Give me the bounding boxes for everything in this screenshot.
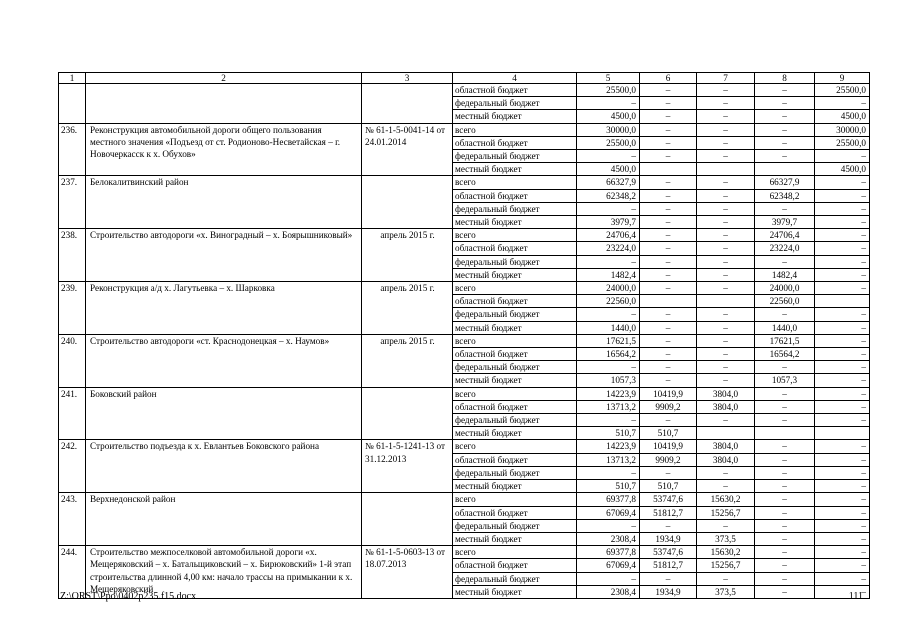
amount-cell: 14223,9 [577, 387, 640, 400]
amount-cell: – [697, 282, 755, 295]
amount-cell [815, 427, 870, 440]
amount-cell: – [815, 97, 870, 110]
amount-cell: – [815, 282, 870, 295]
object-name: Верхнедонской район [86, 493, 362, 546]
amount-cell: – [697, 216, 755, 229]
amount-cell: 62348,2 [577, 189, 640, 202]
amount-cell: – [640, 374, 697, 387]
budget-source: федеральный бюджет [453, 97, 577, 110]
amount-cell: 510,7 [577, 427, 640, 440]
project-document [362, 493, 453, 546]
amount-cell: 24706,4 [755, 229, 815, 242]
amount-cell: 22560,0 [577, 295, 640, 308]
budget-source: федеральный бюджет [453, 414, 577, 427]
amount-cell: – [697, 519, 755, 532]
amount-cell: – [755, 150, 815, 163]
amount-cell: – [697, 466, 755, 479]
amount-cell: – [640, 123, 697, 136]
amount-cell: – [755, 308, 815, 321]
budget-source: федеральный бюджет [453, 255, 577, 268]
amount-cell: 13713,2 [577, 400, 640, 413]
budget-source: местный бюджет [453, 480, 577, 493]
budget-source: областной бюджет [453, 559, 577, 572]
amount-cell: – [697, 242, 755, 255]
budget-source: федеральный бюджет [453, 466, 577, 479]
amount-cell: 1440,0 [755, 321, 815, 334]
col-header-4: 4 [453, 73, 577, 84]
budget-source: областной бюджет [453, 295, 577, 308]
budget-source: местный бюджет [453, 374, 577, 387]
budget-source: местный бюджет [453, 532, 577, 545]
budget-source: федеральный бюджет [453, 202, 577, 215]
amount-cell: – [697, 97, 755, 110]
amount-cell: 4500,0 [815, 163, 870, 176]
amount-cell: 25500,0 [815, 84, 870, 97]
amount-cell: – [755, 110, 815, 123]
amount-cell: – [640, 308, 697, 321]
col-header-6: 6 [640, 73, 697, 84]
amount-cell: – [577, 466, 640, 479]
amount-cell: – [577, 150, 640, 163]
amount-cell: – [755, 361, 815, 374]
amount-cell: – [815, 348, 870, 361]
amount-cell: – [755, 255, 815, 268]
amount-cell: – [640, 150, 697, 163]
document-page [58, 72, 869, 599]
amount-cell: – [815, 493, 870, 506]
amount-cell: – [755, 532, 815, 545]
amount-cell: – [697, 136, 755, 149]
amount-cell: – [697, 202, 755, 215]
budget-source: всего [453, 229, 577, 242]
amount-cell: – [755, 136, 815, 149]
amount-cell: – [815, 255, 870, 268]
row-number: 244. [59, 546, 86, 599]
amount-cell: – [640, 110, 697, 123]
amount-cell: – [755, 519, 815, 532]
row-number: 240. [59, 334, 86, 387]
row-number: 242. [59, 440, 86, 493]
amount-cell: – [697, 334, 755, 347]
amount-cell: – [815, 334, 870, 347]
amount-cell: – [640, 242, 697, 255]
amount-cell: – [697, 110, 755, 123]
amount-cell: – [755, 480, 815, 493]
amount-cell: – [640, 229, 697, 242]
table-row [59, 123, 870, 136]
row-number: 243. [59, 493, 86, 546]
object-name: Строительство подъезда к х. Евлантьев Боковского района [86, 440, 362, 493]
budget-source: федеральный бюджет [453, 361, 577, 374]
amount-cell: – [755, 466, 815, 479]
amount-cell: – [577, 519, 640, 532]
table-row [59, 546, 870, 559]
col-header-5: 5 [577, 73, 640, 84]
amount-cell: 2308,4 [577, 585, 640, 598]
amount-cell: 1934,9 [640, 585, 697, 598]
budget-source: областной бюджет [453, 242, 577, 255]
amount-cell: 10419,9 [640, 440, 697, 453]
amount-cell: 66327,9 [755, 176, 815, 189]
amount-cell: 51812,7 [640, 559, 697, 572]
budget-source: всего [453, 282, 577, 295]
amount-cell: – [815, 585, 870, 598]
budget-source: областной бюджет [453, 506, 577, 519]
budget-source: всего [453, 440, 577, 453]
amount-cell: – [755, 506, 815, 519]
amount-cell: – [815, 374, 870, 387]
page-number: 111 [848, 591, 863, 602]
amount-cell: 24000,0 [755, 282, 815, 295]
amount-cell: – [755, 202, 815, 215]
amount-cell: 16564,2 [577, 348, 640, 361]
amount-cell: – [815, 361, 870, 374]
budget-source: всего [453, 493, 577, 506]
amount-cell: 69377,8 [577, 546, 640, 559]
project-document: апрель 2015 г. [362, 229, 453, 282]
amount-cell: – [577, 97, 640, 110]
amount-cell: 24000,0 [577, 282, 640, 295]
budget-source: областной бюджет [453, 189, 577, 202]
amount-cell: – [815, 242, 870, 255]
amount-cell: – [697, 321, 755, 334]
amount-cell: – [815, 506, 870, 519]
amount-cell: – [755, 585, 815, 598]
amount-cell: 14223,9 [577, 440, 640, 453]
col-header-9: 9 [815, 73, 870, 84]
amount-cell: – [755, 546, 815, 559]
amount-cell: 22560,0 [755, 295, 815, 308]
amount-cell: – [755, 559, 815, 572]
amount-cell: 53747,6 [640, 493, 697, 506]
object-name: Строительство межпоселковой автомобильной дороги «х. Мещеряковский – х. Батальщиковский – х. Бирюковский» 1-й этап строительства длинной 4,00 км: начало трассы на примыкании к х. Мещеряковский [86, 546, 362, 599]
project-document: № 61-1-5-0041-14 от 24.01.2014 [362, 123, 453, 176]
table-body [59, 84, 870, 599]
amount-cell: – [755, 387, 815, 400]
project-document [362, 84, 453, 124]
amount-cell: 1057,3 [577, 374, 640, 387]
col-header-3: 3 [362, 73, 453, 84]
amount-cell: 3804,0 [697, 400, 755, 413]
amount-cell: – [640, 255, 697, 268]
amount-cell: – [815, 519, 870, 532]
budget-source: местный бюджет [453, 321, 577, 334]
col-header-8: 8 [755, 73, 815, 84]
amount-cell: – [697, 176, 755, 189]
amount-cell: 3979,7 [755, 216, 815, 229]
project-document: № 61-1-5-0603-13 от 18.07.2013 [362, 546, 453, 599]
amount-cell: 15256,7 [697, 559, 755, 572]
object-name: Белокалитвинский район [86, 176, 362, 229]
amount-cell: 30000,0 [577, 123, 640, 136]
budget-source: федеральный бюджет [453, 150, 577, 163]
amount-cell: 3804,0 [697, 453, 755, 466]
amount-cell: – [697, 150, 755, 163]
budget-source: федеральный бюджет [453, 519, 577, 532]
budget-source: всего [453, 546, 577, 559]
amount-cell [640, 295, 697, 308]
amount-cell: 4500,0 [815, 110, 870, 123]
amount-cell: 4500,0 [577, 110, 640, 123]
row-number: 237. [59, 176, 86, 229]
budget-source: всего [453, 387, 577, 400]
amount-cell: – [697, 480, 755, 493]
amount-cell: – [755, 400, 815, 413]
table-row [59, 84, 870, 97]
amount-cell: – [815, 480, 870, 493]
amount-cell: 24706,4 [577, 229, 640, 242]
amount-cell: 1934,9 [640, 532, 697, 545]
file-path: Z:\ORST\Ppo\0402p235.f15.docx [60, 591, 197, 602]
amount-cell: – [815, 202, 870, 215]
row-number: 236. [59, 123, 86, 176]
amount-cell: – [577, 414, 640, 427]
budget-source: областной бюджет [453, 136, 577, 149]
amount-cell: 53747,6 [640, 546, 697, 559]
amount-cell: – [697, 572, 755, 585]
object-name [86, 84, 362, 124]
project-document [362, 176, 453, 229]
budget-source: местный бюджет [453, 585, 577, 598]
amount-cell: – [815, 414, 870, 427]
col-header-2: 2 [86, 73, 362, 84]
amount-cell: – [815, 440, 870, 453]
amount-cell: – [640, 97, 697, 110]
amount-cell: – [697, 189, 755, 202]
amount-cell: – [640, 202, 697, 215]
amount-cell: 373,5 [697, 585, 755, 598]
amount-cell: 1482,4 [577, 268, 640, 281]
amount-cell: – [640, 84, 697, 97]
amount-cell: 15256,7 [697, 506, 755, 519]
amount-cell: 3979,7 [577, 216, 640, 229]
amount-cell: 25500,0 [577, 136, 640, 149]
budget-source: всего [453, 334, 577, 347]
amount-cell: – [577, 202, 640, 215]
row-number [59, 84, 86, 124]
budget-table [58, 72, 870, 599]
amount-cell: – [697, 268, 755, 281]
table-row [59, 387, 870, 400]
amount-cell: – [577, 255, 640, 268]
amount-cell [697, 427, 755, 440]
amount-cell [755, 427, 815, 440]
budget-source: областной бюджет [453, 348, 577, 361]
budget-source: местный бюджет [453, 216, 577, 229]
amount-cell: – [755, 414, 815, 427]
amount-cell: 25500,0 [577, 84, 640, 97]
amount-cell: – [697, 308, 755, 321]
amount-cell: – [815, 229, 870, 242]
amount-cell: – [815, 150, 870, 163]
amount-cell: 13713,2 [577, 453, 640, 466]
amount-cell: – [755, 572, 815, 585]
amount-cell: – [697, 414, 755, 427]
budget-source: местный бюджет [453, 110, 577, 123]
amount-cell: 9909,2 [640, 400, 697, 413]
amount-cell: – [755, 440, 815, 453]
table-row [59, 229, 870, 242]
amount-cell: – [640, 519, 697, 532]
budget-source: всего [453, 123, 577, 136]
col-header-1: 1 [59, 73, 86, 84]
amount-cell: 1057,3 [755, 374, 815, 387]
amount-cell: – [697, 374, 755, 387]
budget-source: областной бюджет [453, 400, 577, 413]
amount-cell: 15630,2 [697, 493, 755, 506]
amount-cell: – [577, 308, 640, 321]
amount-cell: – [755, 84, 815, 97]
amount-cell [697, 295, 755, 308]
amount-cell: 3804,0 [697, 387, 755, 400]
amount-cell: – [815, 176, 870, 189]
amount-cell: 15630,2 [697, 546, 755, 559]
amount-cell: 67069,4 [577, 559, 640, 572]
budget-source: местный бюджет [453, 163, 577, 176]
object-name: Реконструкция автомобильной дороги общего пользования местного значения «Подъезд от ст. Родионово-Несветайская – г. Новочеркасск к х. Обухов» [86, 123, 362, 176]
budget-source: федеральный бюджет [453, 572, 577, 585]
amount-cell: – [640, 189, 697, 202]
table-row [59, 493, 870, 506]
amount-cell: – [640, 572, 697, 585]
amount-cell: – [577, 361, 640, 374]
amount-cell: – [815, 559, 870, 572]
amount-cell: 30000,0 [815, 123, 870, 136]
amount-cell: – [815, 216, 870, 229]
amount-cell: – [697, 123, 755, 136]
amount-cell: – [755, 453, 815, 466]
project-document: апрель 2015 г. [362, 282, 453, 335]
object-name: Строительство автодороги «ст. Краснодонецкая – х. Наумов» [86, 334, 362, 387]
row-number: 238. [59, 229, 86, 282]
amount-cell: – [697, 361, 755, 374]
amount-cell: 510,7 [640, 480, 697, 493]
budget-source: федеральный бюджет [453, 308, 577, 321]
amount-cell: – [697, 229, 755, 242]
col-header-7: 7 [697, 73, 755, 84]
amount-cell: – [755, 123, 815, 136]
amount-cell: – [815, 268, 870, 281]
amount-cell: – [640, 466, 697, 479]
amount-cell: – [815, 466, 870, 479]
object-name: Реконструкция а/д х. Лагутьевка – х. Шарковка [86, 282, 362, 335]
amount-cell: – [640, 414, 697, 427]
object-name: Боковский район [86, 387, 362, 440]
table-row [59, 282, 870, 295]
amount-cell: – [640, 216, 697, 229]
budget-source: местный бюджет [453, 268, 577, 281]
amount-cell: 51812,7 [640, 506, 697, 519]
amount-cell: – [815, 572, 870, 585]
amount-cell: 23224,0 [755, 242, 815, 255]
amount-cell: – [815, 189, 870, 202]
table-row [59, 176, 870, 189]
amount-cell: – [640, 136, 697, 149]
amount-cell: 67069,4 [577, 506, 640, 519]
amount-cell [815, 295, 870, 308]
project-document [362, 387, 453, 440]
amount-cell: 10419,9 [640, 387, 697, 400]
amount-cell: 17621,5 [577, 334, 640, 347]
amount-cell: – [815, 387, 870, 400]
amount-cell: – [640, 321, 697, 334]
amount-cell: 1440,0 [577, 321, 640, 334]
amount-cell: 23224,0 [577, 242, 640, 255]
amount-cell: – [697, 84, 755, 97]
amount-cell: – [640, 176, 697, 189]
amount-cell: – [815, 400, 870, 413]
amount-cell: 66327,9 [577, 176, 640, 189]
table-row [59, 334, 870, 347]
amount-cell: 510,7 [640, 427, 697, 440]
amount-cell: 4500,0 [577, 163, 640, 176]
budget-source: всего [453, 176, 577, 189]
amount-cell: 9909,2 [640, 453, 697, 466]
amount-cell: – [755, 493, 815, 506]
amount-cell: 1482,4 [755, 268, 815, 281]
header-row [59, 73, 870, 84]
amount-cell: – [697, 255, 755, 268]
amount-cell: – [815, 321, 870, 334]
amount-cell: 2308,4 [577, 532, 640, 545]
object-name: Строительство автодороги «х. Виноградный – х. Боярышниковый» [86, 229, 362, 282]
amount-cell: – [640, 268, 697, 281]
table-row [59, 440, 870, 453]
amount-cell: – [697, 348, 755, 361]
amount-cell [755, 163, 815, 176]
amount-cell [697, 163, 755, 176]
amount-cell: – [640, 334, 697, 347]
amount-cell: – [640, 361, 697, 374]
amount-cell: 16564,2 [755, 348, 815, 361]
amount-cell: – [815, 532, 870, 545]
amount-cell: 62348,2 [755, 189, 815, 202]
amount-cell: 510,7 [577, 480, 640, 493]
amount-cell: – [815, 453, 870, 466]
budget-source: областной бюджет [453, 453, 577, 466]
amount-cell: 17621,5 [755, 334, 815, 347]
amount-cell: – [577, 572, 640, 585]
amount-cell: 373,5 [697, 532, 755, 545]
amount-cell: 69377,8 [577, 493, 640, 506]
budget-source: местный бюджет [453, 427, 577, 440]
amount-cell: – [815, 308, 870, 321]
amount-cell [640, 163, 697, 176]
amount-cell: 25500,0 [815, 136, 870, 149]
amount-cell: – [755, 97, 815, 110]
amount-cell: 3804,0 [697, 440, 755, 453]
project-document: апрель 2015 г. [362, 334, 453, 387]
row-number: 239. [59, 282, 86, 335]
project-document: № 61-1-5-1241-13 от 31.12.2013 [362, 440, 453, 493]
amount-cell: – [640, 282, 697, 295]
amount-cell: – [815, 546, 870, 559]
budget-source: областной бюджет [453, 84, 577, 97]
amount-cell: – [640, 348, 697, 361]
row-number: 241. [59, 387, 86, 440]
